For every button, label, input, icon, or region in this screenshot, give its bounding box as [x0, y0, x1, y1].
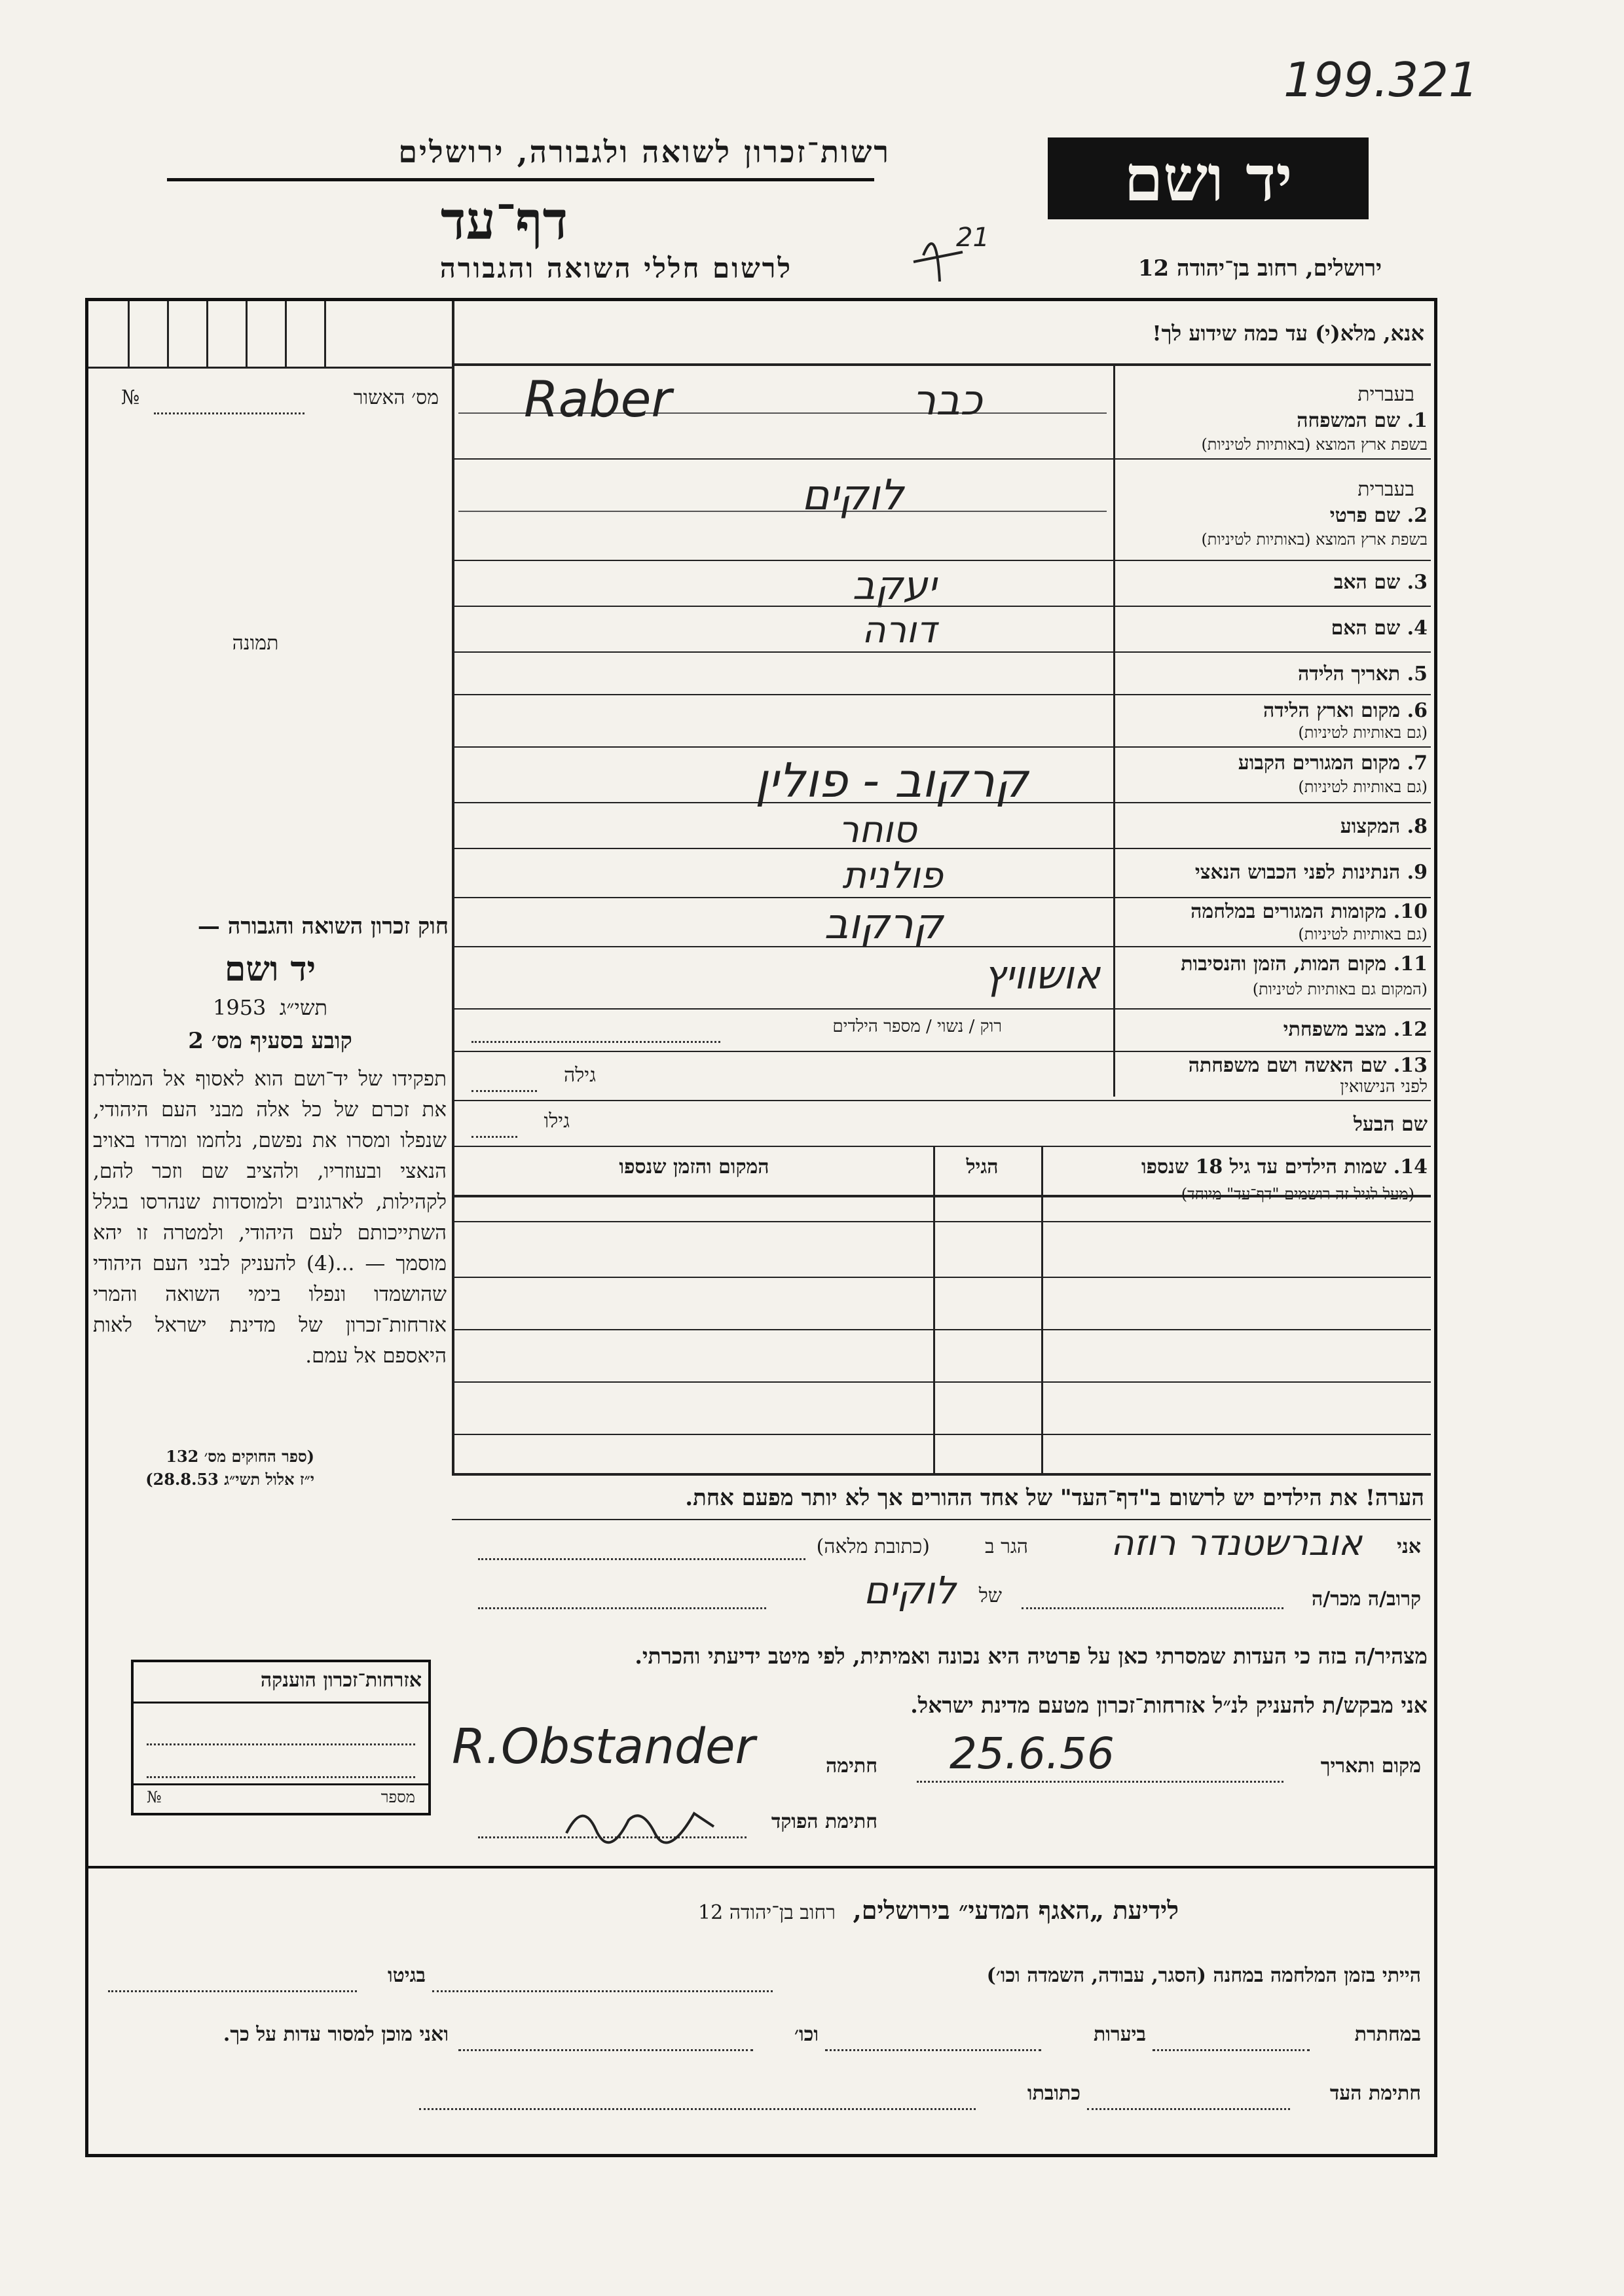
- children-age-col: הגיל: [966, 1156, 999, 1178]
- field-4-value[interactable]: דורה: [861, 609, 936, 651]
- form-title: דף־עד: [440, 190, 568, 251]
- of-value[interactable]: לוקים: [863, 1568, 956, 1613]
- approval-number-field[interactable]: [154, 399, 304, 414]
- field-8-value[interactable]: סוחר: [838, 809, 917, 851]
- officer-label: חתימת הפוקד: [771, 1810, 877, 1833]
- header-address: ירושלים, רחוב בן־יהודה 12: [1137, 255, 1382, 282]
- etc-field[interactable]: [458, 2043, 753, 2051]
- archive-number: 199.321: [1283, 52, 1479, 107]
- marital-options: רוק / נשוי / מספר הילדים: [832, 1017, 1002, 1036]
- relative-label: קרוב/ה מכר/ה: [1312, 1588, 1421, 1611]
- declaration-i: אני: [1397, 1535, 1421, 1558]
- field-1-value-latin[interactable]: Raber: [524, 370, 672, 428]
- field-10-label: 10. מקומות המגורים במלחמה: [1190, 900, 1428, 923]
- field-7-sub: (גם באותיות לטיניות): [1298, 778, 1428, 796]
- witness-signature-field[interactable]: [1087, 2102, 1290, 2110]
- field-11-sub: (המקום גם באותיות לטיניות): [1252, 980, 1428, 998]
- witness-address-field[interactable]: [419, 2102, 976, 2110]
- field-13-label: 13. שם האשה ושם משפחתה: [1188, 1054, 1428, 1077]
- law-source-2: י״ז אלול תשי״ג 28.8.53): [145, 1470, 314, 1489]
- footer-line2-c: וכו׳: [794, 2023, 819, 2046]
- field-12-label: 12. מצב משפחתי: [1283, 1018, 1428, 1041]
- field-2-tag: בעברית: [1357, 478, 1414, 501]
- footer-line2-b: ביערות: [1093, 2023, 1146, 2046]
- of-field[interactable]: [1022, 1601, 1283, 1609]
- footer-line1-a: הייתי בזמן המלחמה במחנה (הסגר, עבודה, השמדה וכו׳): [986, 1964, 1421, 1987]
- form-note: הערה! את הילדים יש לרשום ב"דף־העד" של אחד ההורים אך לא יותר מפעם אחת.: [685, 1485, 1424, 1511]
- photo-label: תמונה: [232, 632, 279, 655]
- footer-line2-a: במחתרת: [1354, 2023, 1421, 2046]
- footer-line2-d: ואני מוכן למסור עדות על כך.: [223, 2023, 449, 2046]
- field-2-value[interactable]: לוקים: [802, 471, 904, 520]
- field-1-tag: בעברית: [1357, 383, 1414, 406]
- logo-text: יד ושם: [1124, 141, 1293, 215]
- children-subheader: (מעל לגיל זה רושמים "דף־עד" מיוחד): [1181, 1185, 1414, 1203]
- husband-age-label: גילו: [544, 1110, 570, 1133]
- law-source-1: (ספר החוקים מס׳ 132: [166, 1447, 314, 1466]
- yad-vashem-logo: [1048, 137, 1369, 219]
- husband-age-field[interactable]: [471, 1129, 517, 1138]
- camp-field[interactable]: [432, 1984, 773, 1992]
- field-6-sub: (גם באותיות לטיניות): [1298, 723, 1428, 742]
- law-name: יד ושם: [224, 949, 316, 989]
- underground-field[interactable]: [1153, 2043, 1310, 2051]
- footer-attention: לידיעת „האגף המדעי״ בירושלים, רחוב בן־יהודה 12: [698, 1895, 1179, 1925]
- approval-no-sign: №: [121, 386, 140, 409]
- ghetto-field[interactable]: [108, 1984, 357, 1992]
- field-9-label: 9. הנתינות לפני הכבוש הנאצי: [1194, 861, 1428, 884]
- citizenship-number-label: מספר: [380, 1788, 415, 1806]
- field-3-label: 3. שם האב: [1333, 571, 1428, 594]
- officer-signature-scribble-icon: [563, 1794, 720, 1846]
- form-subtitle: לרשום חללי השואה והגבורה: [439, 252, 792, 284]
- law-body: תפקידו של יד־ושם הוא לאסוף אל המולדת את זכרם של כל אלה מבני העם היהודי, שנפלו ומסרו את נפשם, נלחמו ומרדו באויב הנאצי ובעוזריו, ולהציב שם וזכר להם, לקהילות, לארגונים ולמוסדות שנהרסו בגלל השתייכותם לעם היהודי, ולמטרה זו יהא מוסמך — ...(4) להעניק לבני העם היהודי שהושמדו ונפלו בימי השואה והמרי אזרחות־זכרון של מדינת ישראל לאות היאספם אל עמם.: [93, 1067, 447, 1368]
- full-address-label: (כתובת מלאה): [816, 1535, 930, 1558]
- field-10-value[interactable]: קרקוב: [824, 900, 943, 949]
- field-1-value[interactable]: כבר: [912, 376, 982, 425]
- of-field-2[interactable]: [478, 1601, 766, 1609]
- wife-age-label: גילה: [563, 1064, 596, 1087]
- date-value[interactable]: 25.6.56: [950, 1728, 1115, 1779]
- field-11-value[interactable]: אושוויץ: [984, 953, 1100, 998]
- law-title: חוק זכרון השואה והגבורה —: [197, 913, 449, 939]
- field-6-label: 6. מקום וארץ הלידה: [1263, 699, 1428, 722]
- of-label: של: [978, 1584, 1002, 1607]
- footer-line3-a: חתימת העד: [1329, 2082, 1421, 2105]
- field-13-sub: לפני הנישואין: [1340, 1077, 1428, 1097]
- signature-value[interactable]: R.Obstander: [452, 1719, 755, 1775]
- field-9-value[interactable]: פולנית: [842, 854, 943, 897]
- field-5-label: 5. תאריך הלידה: [1298, 663, 1428, 685]
- authority-line: רשות־זכרון לשואה ולגבורה, ירושלים: [398, 134, 891, 170]
- declarant-name[interactable]: אוברשטנדר רוזה: [1111, 1522, 1362, 1563]
- address-field[interactable]: [478, 1552, 805, 1560]
- citizenship-box-title: אזרחות־זכרון הוענקה: [260, 1669, 422, 1692]
- field-8-label: 8. המקצוע: [1340, 815, 1428, 838]
- footer-line1-b: בגיטו: [387, 1964, 426, 1987]
- place-date-label: מקום ותאריך: [1320, 1755, 1421, 1777]
- citizenship-no-sign: №: [147, 1788, 162, 1806]
- forests-field[interactable]: [825, 2043, 1041, 2051]
- children-count-field[interactable]: [471, 1034, 720, 1043]
- officer-signature: [563, 1794, 720, 1849]
- field-7-label: 7. מקום המגורים הקבוע: [1238, 752, 1428, 774]
- husband-label: שם הבעל: [1353, 1113, 1428, 1136]
- declaration-statement: מצהיר/ה בזה כי העדות שמסרתי כאן על פרטיה היא נכונה ואמיתית, לפי מיטב ידיעתי והכרתי.: [635, 1643, 1428, 1669]
- wife-age-field[interactable]: [471, 1084, 537, 1092]
- resident-label: הגר ב: [985, 1535, 1028, 1558]
- field-4-label: 4. שם האם: [1331, 617, 1428, 640]
- citizenship-box: [131, 1660, 431, 1815]
- approval-label: מס׳ האשור: [353, 386, 439, 409]
- law-year: תשי״ג 1953: [212, 995, 328, 1020]
- children-header: 14. שמות הילדים עד גיל 18 שנספו: [1141, 1156, 1428, 1178]
- field-1-sub: בשפת ארץ המוצא (באותיות לטיניות): [1201, 435, 1428, 454]
- code-boxes: [88, 301, 452, 369]
- field-11-label: 11. מקום המות, הזמן והנסיבות: [1181, 953, 1428, 975]
- field-2-label: 2. שם פרטי: [1329, 504, 1428, 527]
- handwritten-mark: 21: [910, 210, 1015, 288]
- field-3-value[interactable]: יעקב: [852, 563, 936, 609]
- field-7-value[interactable]: קרקוב - פולין: [754, 753, 1028, 808]
- signature-label: חתימה: [826, 1755, 877, 1777]
- field-2-sub: בשפת ארץ המוצא (באותיות לטיניות): [1201, 530, 1428, 549]
- form-request: אנא, מלא(י) עד כמה שידוע לך!: [1152, 321, 1424, 346]
- declaration-request: אני מבקש/ת להעניק לנ״ל אזרחות־זכרון מטעם מדינת ישראל.: [910, 1692, 1428, 1718]
- field-10-sub: (גם באותיות לטיניות): [1298, 925, 1428, 943]
- children-place-col: המקום והזמן שנספו: [619, 1156, 769, 1178]
- footer-line3-b: כתובתו: [1027, 2082, 1080, 2105]
- place-date-field[interactable]: [917, 1774, 1283, 1783]
- field-1-label: 1. שם המשפחה: [1297, 409, 1428, 432]
- law-clause: קובע בסעיף מס׳ 2: [188, 1028, 352, 1054]
